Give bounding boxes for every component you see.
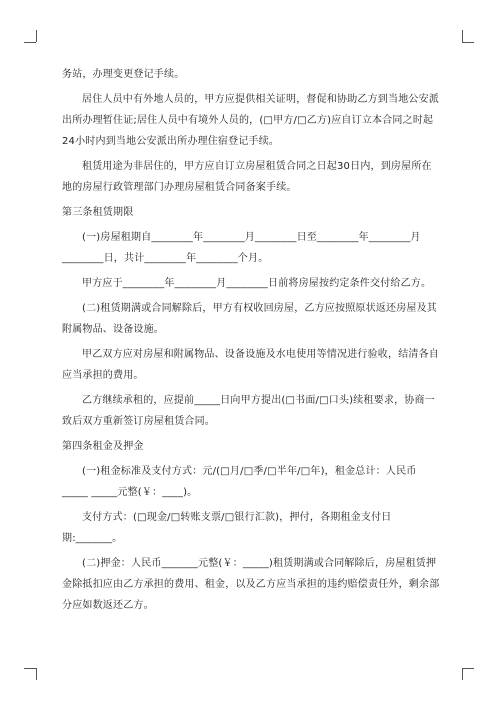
paragraph: 居住人员中有外地人员的，甲方应提供相关证明，督促和协助乙方到当地公安派出所办理暂住证;居住人员中有境外人员的，(□甲方/□乙方)应自订立本合同之时起24小时内到当地公安派出所办理住宿登记手续。	[62, 94, 439, 147]
document-body	[62, 64, 440, 616]
paragraph: 租赁用途为非居住的，甲方应自订立房屋租赁合同之日起30日内，到房屋所在地的房屋行政管理部门办理房屋租赁合同备案手续。	[62, 161, 432, 193]
paragraph: (一)房屋租期自________年________月________日至________年________月________日，共计________年________个月。	[62, 232, 421, 264]
section-heading: 第四条租金及押金	[62, 441, 144, 452]
paragraph: 甲方应于________年________月________日前将房屋按约定条件交付给乙方。	[82, 278, 432, 289]
paragraph: 支付方式：(□现金/□转账支票/□银行汇款)，押付，各期租金支付日期:_______。	[62, 512, 392, 544]
paragraph: (二)租赁期满或合同解除后，甲方有权收回房屋，乙方应按照原状返还房屋及其附属物品、设备设施。	[62, 303, 438, 335]
paragraph: 乙方继续承租的，应提前_____日向甲方提出(□书面/□口头)续租要求，协商一致后双方重新签订房屋租赁合同。	[62, 395, 435, 427]
paragraph: 甲乙双方应对房屋和附属物品、设备设施及水电使用等情况进行验收，结清各自应当承担的费用。	[62, 349, 439, 381]
paragraph: (一)租金标准及支付方式：元/(□月/□季/□半年/□年)，租金总计：人民币_____ _____元整(￥：____)。	[62, 466, 417, 498]
section-heading: 第三条租赁期限	[62, 207, 134, 218]
paragraph: 务站，办理变更登记手续。	[62, 69, 185, 80]
paragraph: (二)押金：人民币_______元整(￥：_____)租赁期满或合同解除后，房屋租赁押金除抵扣应由乙方承担的费用、租金，以及乙方应当承担的违约赔偿责任外，剩余部分应如数返还乙方。	[62, 558, 440, 611]
